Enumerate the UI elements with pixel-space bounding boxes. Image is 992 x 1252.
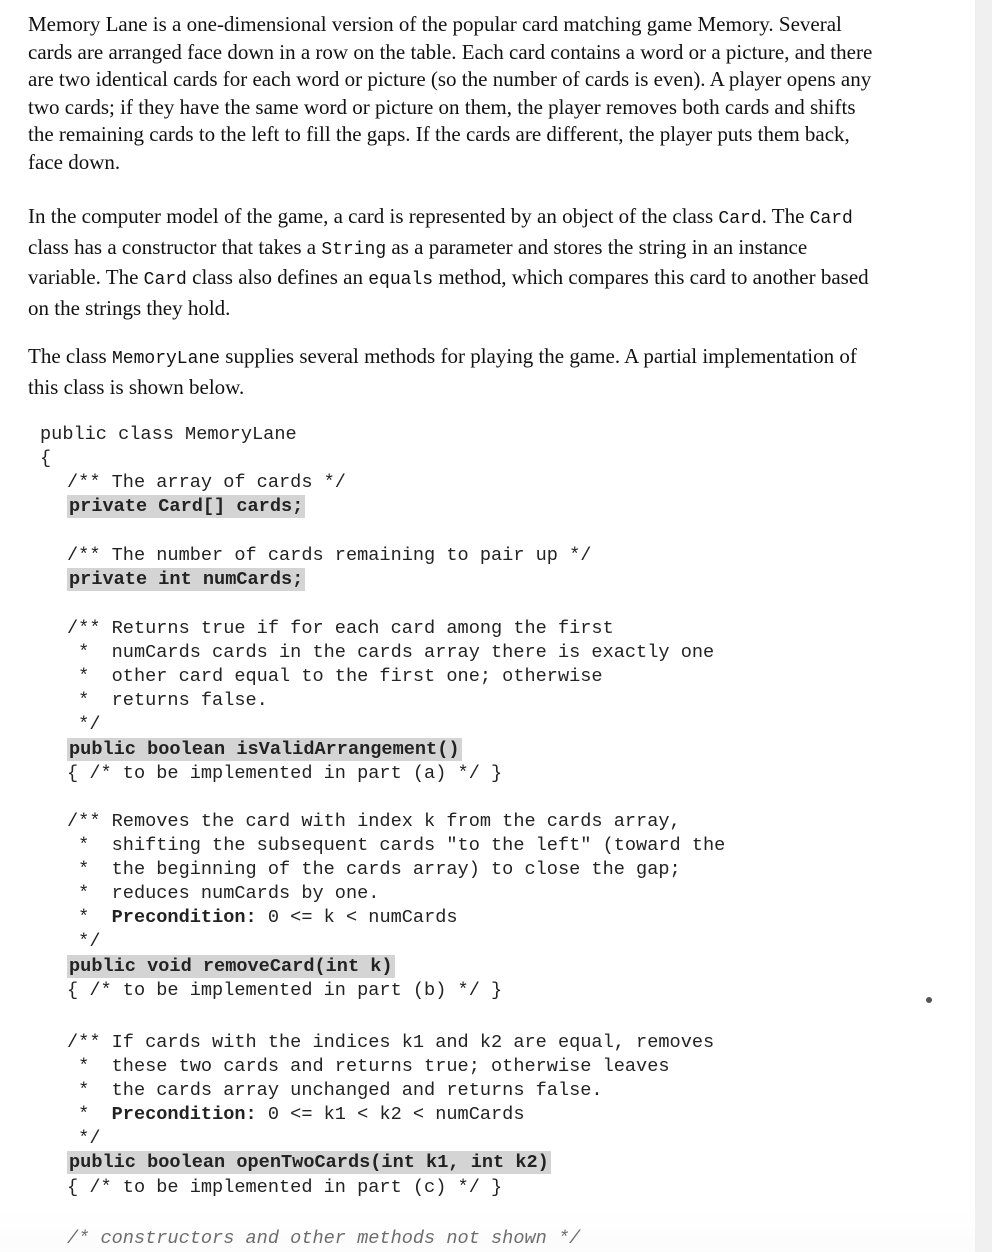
comment-star: * (67, 1104, 112, 1125)
class-declaration: public class MemoryLane (40, 424, 297, 445)
code-card: Card (718, 209, 762, 229)
text-run: as a parameter and stores the string in an instance variable. The (28, 234, 808, 289)
code-equals: equals (368, 270, 434, 290)
field-cards (67, 495, 305, 519)
doc-remove-end: */ (67, 931, 101, 952)
precondition-text: 0 <= k < numCards (256, 907, 458, 928)
text-run: In the computer model of the game, a card is represented by an object of the class (28, 204, 719, 228)
comment-star: * (67, 907, 112, 928)
method-isvalid-highlight: public boolean isValidArrangement() (69, 739, 460, 760)
doc-open-end: */ (67, 1128, 101, 1149)
comment-array: /** The array of cards */ (67, 472, 346, 493)
doc-open-1: /** If cards with the indices k1 and k2 are equal, removes (67, 1032, 715, 1053)
doc-valid-3: * other card equal to the first one; otherwise (67, 666, 603, 687)
page-edge (975, 0, 992, 1252)
comment-numcards: /** The number of cards remaining to pair up */ (67, 545, 592, 566)
doc-remove-1: /** Removes the card with index k from the cards array, (67, 811, 681, 832)
text-run: class has a constructor that takes a (28, 234, 322, 259)
method-isvalidarrangement (67, 738, 462, 762)
memorylane-paragraph (28, 343, 878, 401)
doc-valid-1: /** Returns true if for each card among the first (67, 618, 614, 639)
doc-remove-3: * the beginning of the cards array) to close the gap; (67, 859, 681, 880)
body-isvalidarrangement: { /* to be implemented in part (a) */ } (67, 763, 503, 784)
method-removecard-highlight: public void removeCard(int k) (69, 956, 393, 977)
code-card: Card (143, 270, 187, 290)
body-removecard: { /* to be implemented in part (b) */ } (67, 980, 503, 1001)
scan-speck (926, 997, 932, 1003)
doc-remove-2: * shifting the subsequent cards "to the left" (toward the (67, 835, 726, 856)
text-run: method, which compares this card to another based on the strings they hold. (28, 265, 869, 320)
text-run: . The (761, 204, 810, 228)
text-run: supplies several methods for playing the game. A partial implementation of this class is shown below. (28, 344, 857, 399)
field-cards-highlight: private Card[] cards; (69, 496, 304, 517)
doc-open-3: * the cards array unchanged and returns false. (67, 1080, 603, 1101)
precondition-label: Precondition: (111, 907, 257, 928)
intro-text: Memory Lane is a one-dimensional version of the popular card matching game Memory. Several cards are arranged face down in a row on the table. Each card contains a word or a picture, and there are two identical cards for each word or picture (so the number of cards is even). A player opens any two cards; if they have the same word or picture on them, the player removes both cards and shifts the remaining cards to the left to fill the gaps. If the cards are different, the player puts them back, face down. (28, 12, 873, 174)
intro-paragraph (28, 11, 878, 176)
field-numcards-highlight: private int numCards; (69, 569, 304, 590)
method-opentwocards (67, 1151, 551, 1175)
card-class-text (28, 203, 878, 322)
page-bottom-shade (0, 1210, 975, 1252)
comment-constructors: /* constructors and other methods not shown */ (67, 1228, 581, 1249)
doc-open-2: * these two cards and returns true; otherwise leaves (67, 1056, 670, 1077)
doc-open-precondition (67, 1103, 525, 1127)
method-removecard (67, 955, 395, 979)
code-string: String (321, 239, 387, 260)
open-brace: { (40, 448, 52, 469)
code-card: Card (809, 209, 853, 229)
doc-remove-precondition (67, 906, 458, 930)
card-class-paragraph (28, 203, 878, 322)
doc-remove-4: * reduces numCards by one. (67, 883, 380, 904)
memorylane-text (28, 343, 878, 401)
doc-valid-end: */ (67, 714, 101, 735)
doc-valid-2: * numCards cards in the cards array there is exactly one (67, 642, 715, 663)
text-run: The class (28, 344, 112, 368)
precondition-text: 0 <= k1 < k2 < numCards (256, 1104, 525, 1125)
field-numcards (67, 568, 305, 592)
doc-valid-4: * returns false. (67, 690, 268, 711)
method-opentwocards-highlight: public boolean openTwoCards(int k1, int k2) (69, 1152, 549, 1173)
code-memorylane: MemoryLane (111, 349, 221, 369)
precondition-label: Precondition: (111, 1104, 257, 1125)
text-run: class also defines an (186, 265, 369, 289)
body-opentwocards: { /* to be implemented in part (c) */ } (67, 1177, 503, 1198)
